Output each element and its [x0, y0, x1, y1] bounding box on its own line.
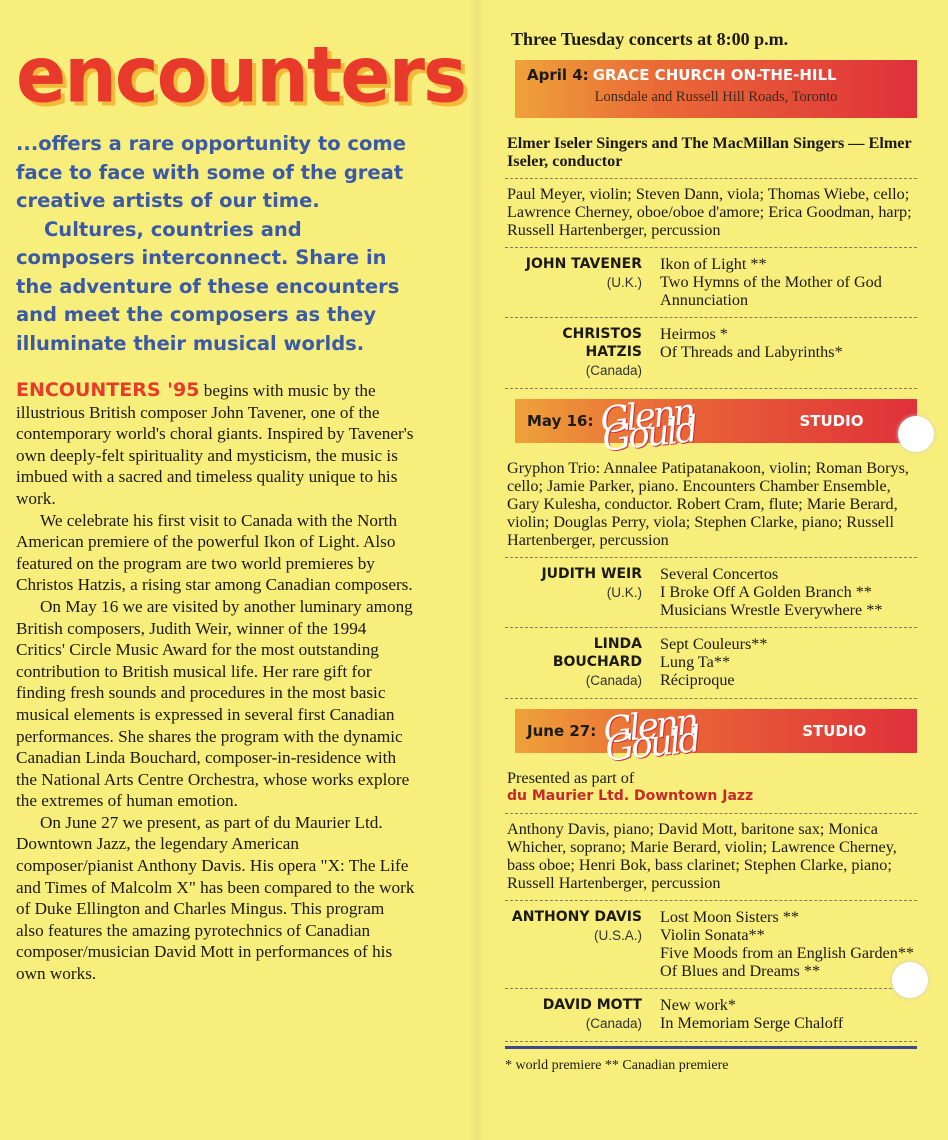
works	[660, 325, 917, 380]
punch-hole	[898, 416, 934, 452]
composer-country: (Canada)	[585, 363, 642, 378]
glenn-gould-signature-logo: Glenn Gould	[598, 391, 698, 460]
presented-label: Presented as part of	[507, 769, 635, 787]
glenn-gould-signature-logo: Glenn Gould	[601, 701, 701, 770]
brochure-title: encounters	[16, 29, 466, 121]
festival-name: du Maurier Ltd. Downtown Jazz	[507, 788, 754, 804]
paragraph: begins with music by the illustrious British composer John Tavener, one of the contemporary world's choral giants. Inspired by Tavener's own deeply-felt spirituality and mysticism, the music is imbued with a sacred and timeless quality unique to his work.	[16, 381, 414, 508]
composer	[505, 996, 660, 1033]
work-title: New work*	[660, 996, 736, 1014]
works	[660, 908, 917, 980]
punch-hole	[892, 962, 928, 998]
composer-row	[505, 989, 917, 1042]
composer-row	[505, 318, 917, 389]
work-title: Annunciation	[660, 291, 749, 309]
players: Anthony Davis, piano; David Mott, baritone sax; Monica Whicher, soprano; Marie Berard, violin; Lawrence Cherney, bass oboe; Henri Bok, bass clarinet; Stephen Clarke, piano; Russell Hartenberger, percussion	[505, 814, 917, 901]
composer-name: DAVID MOTT	[542, 997, 642, 1013]
composer-country: (Canada)	[585, 673, 642, 688]
work-title: Sept Couleurs**	[660, 635, 768, 653]
composer-row	[505, 901, 917, 989]
footnote: * world premiere ** Canadian premiere	[505, 1058, 729, 1073]
composer	[505, 565, 660, 619]
address: Lonsdale and Russell Hill Roads, Toronto	[594, 89, 838, 105]
performers: Elmer Iseler Singers and The MacMillan Singers — Elmer Iseler, conductor	[505, 128, 917, 179]
work-title: Réciproque	[660, 671, 735, 689]
composer-name: CHRISTOS HATZIS	[562, 326, 642, 360]
work-title: Lost Moon Sisters **	[660, 908, 799, 926]
composer-list	[505, 558, 917, 699]
studio: STUDIO	[802, 722, 867, 740]
date: June 27:	[527, 722, 597, 740]
works	[660, 996, 917, 1033]
composer-name: LINDA BOUCHARD	[552, 636, 642, 670]
paragraph: On June 27 we present, as part of du Maurier Ltd. Downtown Jazz, the legendary American composer/pianist Anthony Davis. His opera "X: The Life and Times of Malcolm X" has been compared to the work of Duke Ellington and Charles Mingus. This program also features the amazing pyrotechnics of Canadian composer/musician David Mott in performances of his own works.	[16, 812, 415, 984]
concert-banner-april	[515, 60, 917, 118]
venue: GRACE CHURCH ON-THE-HILL	[592, 66, 837, 84]
performers: Gryphon Trio: Annalee Patipatanakoon, violin; Roman Borys, cello; Jamie Parker, piano. Encounters Chamber Ensemble, Gary Kulesha, conductor. Robert Cram, flute; Marie Berard, violin; Douglas Perry, viola; Stephen Clarke, piano; Russell Hartenberger, percussion	[505, 453, 917, 558]
concert-banner-may	[515, 391, 917, 460]
composer	[505, 255, 660, 309]
presented-by	[505, 763, 917, 814]
intro-line: Cultures, countries and composers interconnect. Share in the adventure of these encounters and meet the composers as they illuminate their musical worlds.	[16, 217, 400, 355]
composer-row	[505, 628, 917, 699]
intro	[16, 130, 416, 358]
work-title: I Broke Off A Golden Branch **	[660, 583, 872, 601]
work-title: Five Moods from an English Garden**	[660, 944, 915, 962]
works	[660, 565, 917, 619]
composer-list	[505, 901, 917, 1042]
work-title: In Memoriam Serge Chaloff	[660, 1014, 844, 1032]
work-title: Ikon of Light **	[660, 255, 767, 273]
page-fold	[470, 0, 484, 1140]
divider	[505, 1046, 917, 1049]
work-title: Of Blues and Dreams **	[660, 962, 821, 980]
paragraph: On May 16 we are visited by another luminary among British composers, Judith Weir, winner of the 1994 Critics' Circle Music Award for the most outstanding contribution to British musical life. Her rare gift for finding fresh sounds and procedures in the most basic musical elements is expressed in several first Canadian performances. She shares the program with the dynamic Canadian Linda Bouchard, composer-in-residence with the National Arts Centre Orchestra, whose works explore the extremes of human emotion.	[16, 596, 413, 811]
concert-banner-june	[515, 701, 917, 770]
work-title: Several Concertos	[660, 565, 779, 583]
composer-list	[505, 248, 917, 389]
composer-country: (Canada)	[585, 1016, 642, 1031]
work-title: Of Threads and Labyrinths*	[660, 343, 843, 361]
work-title: Musicians Wrestle Everywhere **	[660, 601, 883, 619]
right-column	[505, 30, 917, 1075]
composer-name: JUDITH WEIR	[541, 566, 642, 582]
composer-country: (U.S.A.)	[593, 928, 642, 943]
composer	[505, 325, 660, 380]
works	[660, 255, 917, 309]
date: April 4:	[527, 66, 589, 84]
lead-title: ENCOUNTERS '95	[16, 379, 200, 401]
studio: STUDIO	[799, 412, 864, 430]
work-title: Violin Sonata**	[660, 926, 765, 944]
work-title: Two Hymns of the Mother of God	[660, 273, 882, 291]
body-text	[16, 380, 416, 985]
works	[660, 635, 917, 690]
left-column	[16, 29, 466, 985]
composer-name: ANTHONY DAVIS	[511, 909, 642, 925]
players: Paul Meyer, violin; Steven Dann, viola; Thomas Wiebe, cello; Lawrence Cherney, oboe/oboe d'amore; Erica Goodman, harp; Russell Hartenberger, percussion	[505, 179, 917, 248]
composer	[505, 635, 660, 690]
composer-name: JOHN TAVENER	[525, 256, 642, 272]
work-title: Heirmos *	[660, 325, 728, 343]
composer	[505, 908, 660, 980]
work-title: Lung Ta**	[660, 653, 731, 671]
date: May 16:	[527, 412, 594, 430]
schedule-heading: Three Tuesday concerts at 8:00 p.m.	[511, 29, 789, 49]
composer-country: (U.K.)	[606, 585, 642, 600]
intro-line: ...offers a rare opportunity to come face to face with some of the great creative artists of our time.	[16, 132, 406, 212]
composer-row	[505, 558, 917, 628]
paragraph: We celebrate his first visit to Canada with the North American premiere of the powerful Ikon of Light. Also featured on the program are two world premieres by Christos Hatzis, a rising star among Canadian composers.	[16, 510, 413, 595]
composer-row	[505, 248, 917, 318]
composer-country: (U.K.)	[606, 275, 642, 290]
